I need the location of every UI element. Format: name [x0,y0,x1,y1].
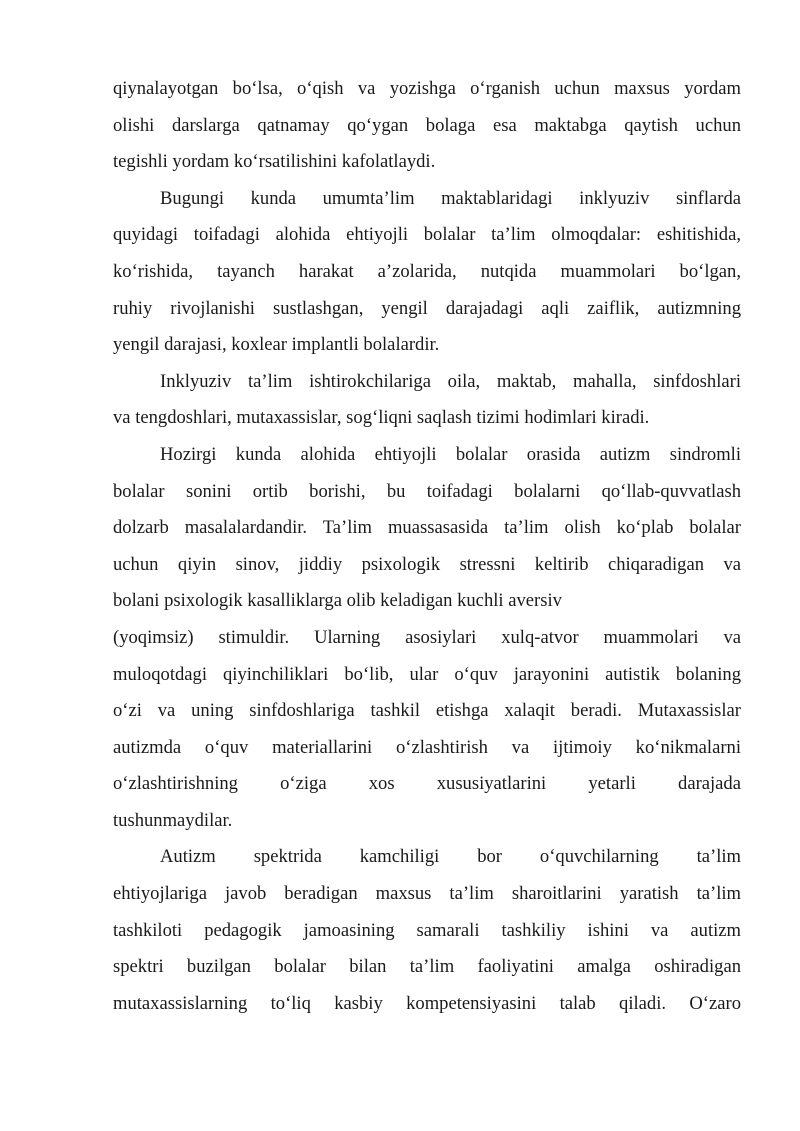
paragraph-first-line: Autizm spektrida kamchiligi bor o‘quvchilarning ta’lim [160,846,741,868]
text-line: dolzarb masalalardandir. Ta’lim muassasasida ta’lim olish ko‘plab bolalar [113,517,741,539]
text-line: uchun qiyin sinov, jiddiy psixologik stressni keltirib chiqaradigan va [113,553,741,575]
text-line: yengil darajasi, koxlear implantli bolalardir. [113,334,440,356]
text-line: ehtiyojlariga javob beradigan maxsus ta’lim sharoitlarini yaratish ta’lim [113,883,741,905]
document-page [113,71,741,1022]
text-line: qiynalayotgan bo‘lsa, o‘qish va yozishga o‘rganish uchun maxsus yordam [113,78,741,99]
text-line: (yoqimsiz) stimuldir. Ularning asosiylari xulq-atvor muammolari va [113,626,741,648]
text-line: o‘zlashtirishning o‘ziga xos xususiyatlarini yetarli darajada [113,773,741,795]
text-line: ko‘rishida, tayanch harakat a’zolarida, nutqida muammolari bo‘lgan, [113,260,741,282]
text-line: tegishli yordam ko‘rsatilishini kafolatlaydi. [113,151,436,173]
text-line: va tengdoshlari, mutaxassislar, sog‘liqni saqlash tizimi hodimlari kiradi. [113,407,650,429]
text-line: o‘zi va uning sinfdoshlariga tashkil etishga xalaqit beradi. Mutaxassislar [113,700,741,722]
text-line: mutaxassislarning to‘liq kasbiy kompetensiyasini talab qiladi. O‘zaro [113,992,741,1014]
text-line: autizmda o‘quv materiallarini o‘zlashtirish va ijtimoiy ko‘nikmalarni [113,736,741,758]
text-line: bolani psixologik kasalliklarga olib keladigan kuchli aversiv [113,590,562,612]
text-line: tashkiloti pedagogik jamoasining samarali tashkiliy ishini va autizm [113,919,741,941]
text-line: olishi darslarga qatnamay qo‘ygan bolaga esa maktabga qaytish uchun [113,114,741,136]
text-line: tushunmaydilar. [113,809,233,831]
paragraph-first-line: Bugungi kunda umumta’lim maktablaridagi inklyuziv sinflarda [160,187,741,209]
text-line: ruhiy rivojlanishi sustlashgan, yengil darajadagi aqli zaiflik, autizmning [113,297,741,319]
text-line: spektri buzilgan bolalar bilan ta’lim faoliyatini amalga oshiradigan [113,956,741,978]
paragraph-first-line: Inklyuziv ta’lim ishtirokchilariga oila, maktab, mahalla, sinfdoshlari [160,370,741,392]
text-line: quyidagi toifadagi alohida ehtiyojli bolalar ta’lim olmoqdalar: eshitishida, [113,224,741,246]
text-line: muloqotdagi qiyinchiliklari bo‘lib, ular o‘quv jarayonini autistik bolaning [113,663,741,685]
text-line: bolalar sonini ortib borishi, bu toifadagi bolalarni qo‘llab-quvvatlash [113,480,741,502]
paragraph-first-line: Hozirgi kunda alohida ehtiyojli bolalar orasida autizm sindromli [160,443,741,465]
